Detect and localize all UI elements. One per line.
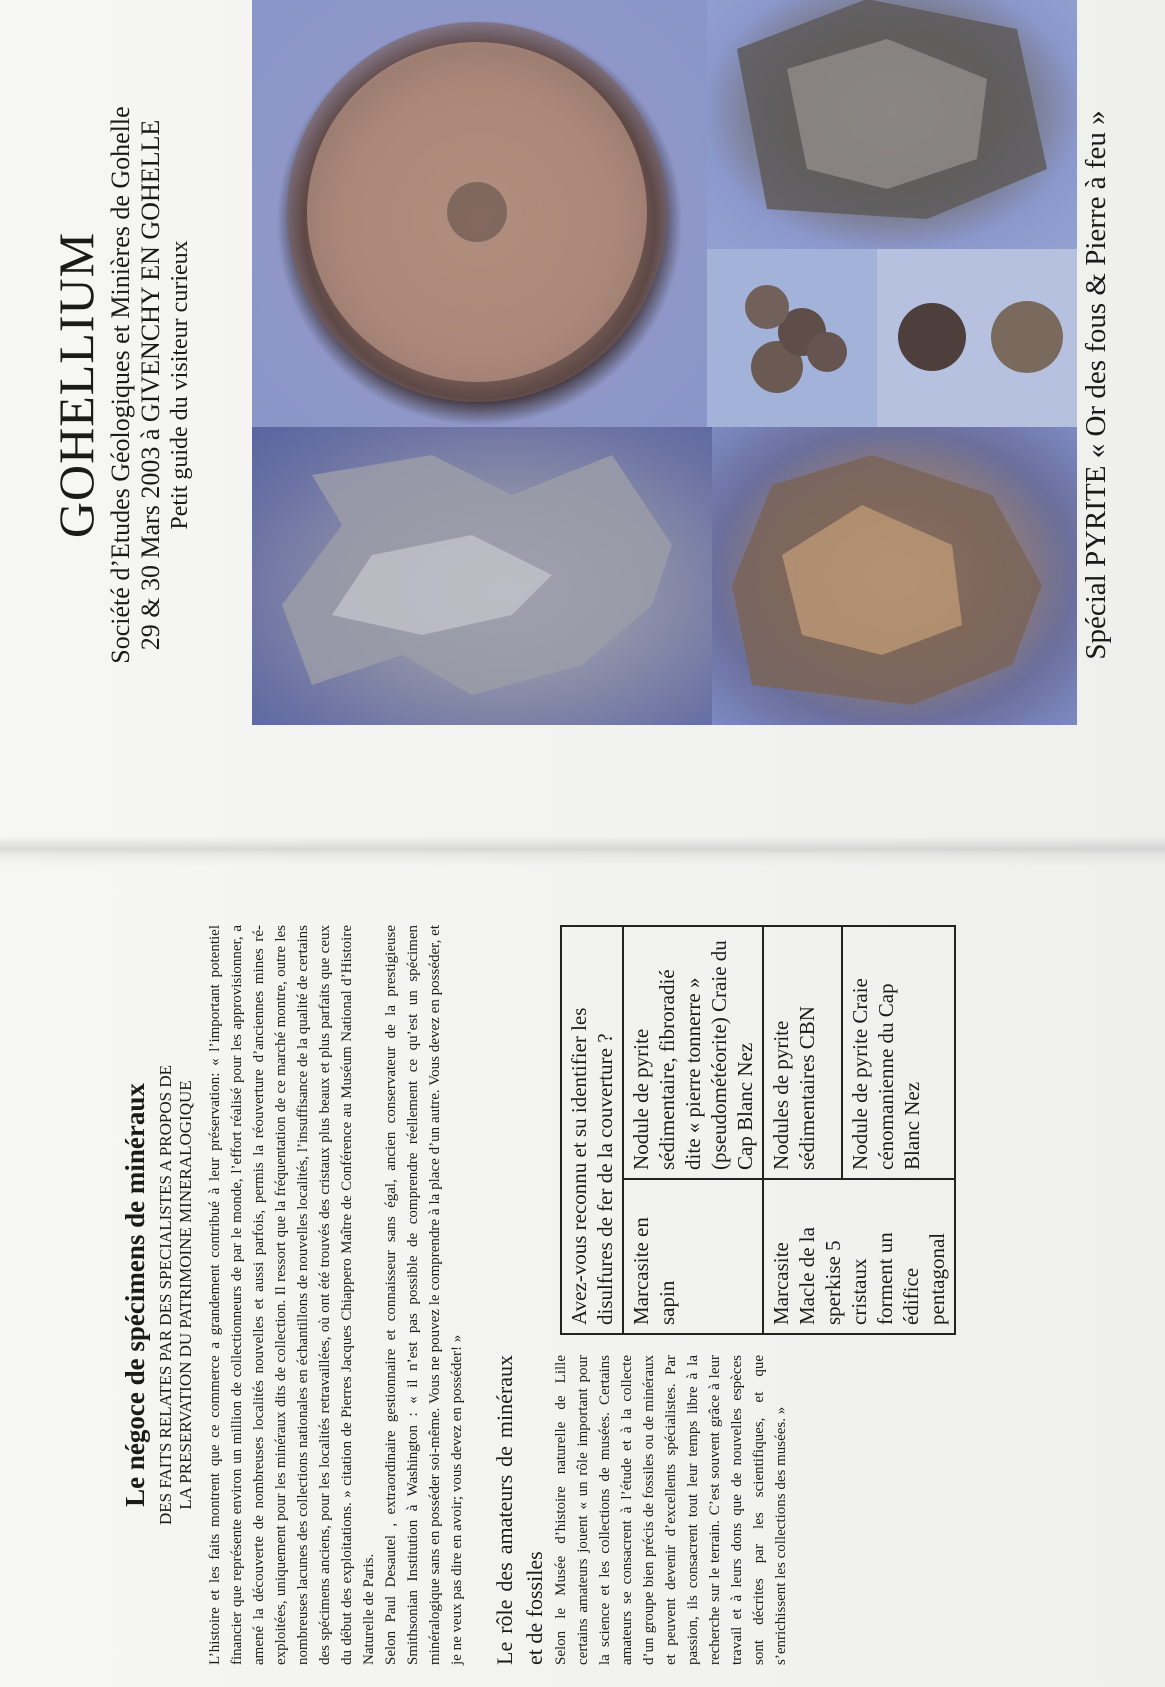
society-name: Société d’Etudes Géologiques et Minières de Gohelle (106, 106, 135, 664)
table-row (561, 926, 623, 1334)
nodules-shape (707, 249, 877, 427)
mineral-identification-table (560, 925, 956, 1335)
article-body (204, 925, 468, 1665)
amateurs-heading: Le rôle des amateurs de minéraux et de fossiles (492, 1355, 547, 1665)
article-subtitle-line-2: LA PRESERVATION DU PATRIMOINE MINERALOGIQUE (176, 1080, 195, 1510)
photo-pyrite-fibroradiee (252, 0, 707, 427)
amateurs-section (490, 1355, 792, 1665)
article-subtitle (156, 925, 196, 1665)
article-subtitle-line-1: DES FAITS RELATES PAR DES SPECIALISTES A PROPOS DE (156, 1064, 175, 1526)
special-issue-banner: Spécial PYRITE « Or des fous & Pierre à feu » (1080, 110, 1112, 660)
table-row (623, 926, 763, 1334)
radiating-nodule-shape (252, 0, 707, 427)
cover-panel (40, 0, 1140, 770)
table-cell-left: Marcasite en sapin (623, 1179, 763, 1334)
journal-title: GOHELLIUM (48, 231, 104, 539)
round-nodules-shape (877, 249, 1077, 427)
table-cell-left: Marcasite Macle de la sperkise 5 cristaux forment un édifice pentagonal (763, 1179, 955, 1334)
mineral-photo-collage (252, 0, 1077, 725)
photo-marcasite-macle (712, 427, 1077, 725)
marcasite-crystal-shape (252, 427, 712, 725)
cover-header (40, 0, 250, 770)
article-title: Le négoce de spécimens de minéraux (120, 1083, 150, 1507)
macle-crystal-shape (712, 427, 1077, 725)
event-dates: 29 & 30 Mars 2003 à GIVENCHY EN GOHELLE (136, 119, 165, 651)
table-question: Avez-vous reconnu et su identifier les disulfures de fer de la couverture ? (561, 926, 623, 1334)
photo-marcasite-sapin (252, 427, 712, 725)
article-paragraph-1: L’histoire et les faits montrent que ce commerce a grandement contribué à leur préservation: « l’important potentiel financier que représente environ un million de collectionneurs de par le monde, l’effort réalisé pour les approvisionner, a amené la découverte de nombreuses localités nouvelles et aussi parfois, permis la réouverture d’anciennes mines ré-exploitées, uniquement pour les minéraux dits de collection. Il ressort que la fréquentation de ce marché montre, outre les nombreuses lacunes des collections nationales en échantillons de nouvelles localités, l’insuffisance de la qualité de certains des spécimens anciens, pour les localités retravaillées, où ont été trouvés des cristaux plus beaux et plus parfaits que ceux du début des exploitations. » citation de Pierres Jacques Chiappero Maître de Conférence au Muséum National d’Histoire Naturelle de Paris. (207, 925, 377, 1665)
fold-line (0, 836, 1165, 866)
photo-nodules-round (877, 249, 1077, 427)
table-cell-right: Nodule de pyrite sédimentaire, fibroradié dite « pierre tonnerre » (pseudométéorite) Craie du Cap Blanc Nez (623, 926, 763, 1179)
article-panel (120, 925, 1080, 1665)
table-row (763, 926, 842, 1334)
table-cell-right: Nodule de pyrite Craie cénomanienne du Cap Blanc Nez (842, 926, 955, 1179)
guide-subtitle: Petit guide du visiteur curieux (167, 240, 193, 530)
table-cell-right: Nodules de pyrite sédimentaires CBN (763, 926, 842, 1179)
cubic-nodule-shape (707, 0, 1077, 249)
amateurs-text: Selon le Musée d’histoire naturelle de Lille certains amateurs jouent « un rôle important pour la science et les collections de musées. Certains amateurs se consacrent à l’étude et à la collecte d’un groupe bien précis de fossiles ou de minéraux et peuvent devenir d’excellents spécialistes. Par passion, ils consacrent tout leur temps libre à la recherche sur le terrain. C’est souvent grâce à leur travail et à leurs dons que de nouvelles espèces sont décrites par les scientifiques, et que s’enrichissent les collections des musées. » (553, 1355, 789, 1665)
photo-nodule-cenomanien (707, 0, 1077, 249)
photo-nodules-sedimentaires (707, 249, 877, 427)
article-paragraph-2: Selon Paul Desautel , extraordinaire gestionnaire et connaisseur sans égal, ancien conservateur de la prestigieuse Smithsonian Institution à Washington : « il n’est pas possible de comprendre réellement ce qu’est un spécimen minéralogique sans en posséder soi-même. Vous ne pouvez le comprendre à la place d’un autre. Vous devez en posséder, et je ne veux pas dire en avoir; vous devez en posséder! » (383, 925, 465, 1665)
